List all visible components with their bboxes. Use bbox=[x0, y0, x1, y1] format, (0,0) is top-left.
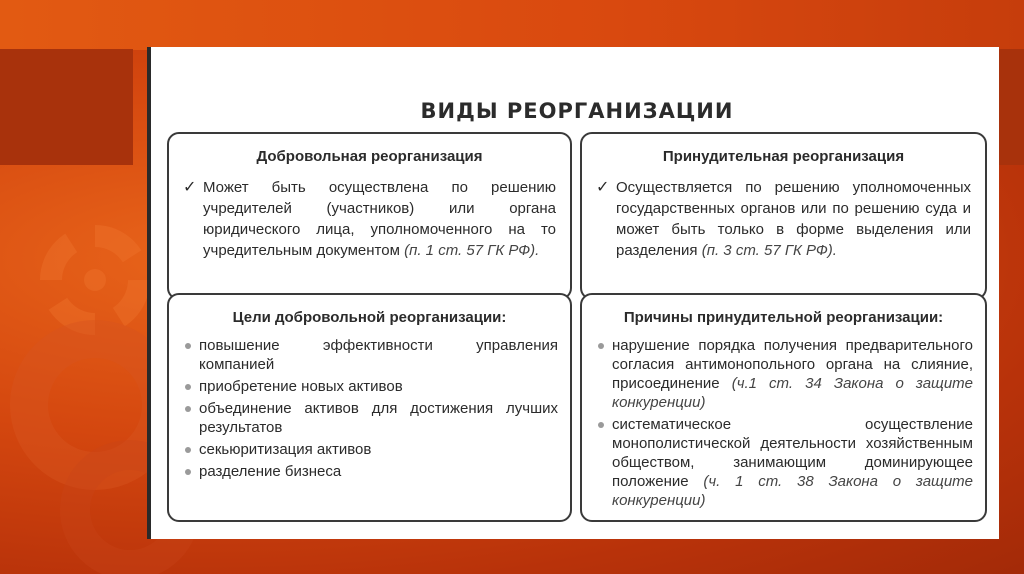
list-item bbox=[183, 336, 558, 374]
list-item-text: разделение бизнеса bbox=[199, 463, 342, 480]
forced-ref: (п. 3 ст. 57 ГК РФ). bbox=[701, 242, 837, 259]
slide-card bbox=[147, 47, 999, 539]
list-item bbox=[183, 462, 558, 481]
top-band bbox=[0, 0, 1024, 50]
list-item bbox=[596, 336, 973, 412]
forced-text bbox=[616, 177, 971, 261]
reason-ref: (ч. 1 ст. 38 Закона о защите конкуренции) bbox=[612, 473, 973, 509]
reason-text: систематическое осуществление монополистической деятельности хозяйственным обществом, занимающим доминирующее положение bbox=[612, 416, 973, 490]
reason-text: нарушение порядка получения предварительного согласия антимонопольного органа на слияние, присоединение bbox=[612, 337, 973, 392]
list-item-text: объединение активов для достижения лучших результатов bbox=[199, 400, 558, 436]
left-accent-block bbox=[0, 49, 133, 165]
bullet-icon bbox=[596, 336, 612, 412]
goals-list bbox=[183, 336, 558, 481]
bullet-icon bbox=[183, 399, 199, 437]
goals-box bbox=[167, 293, 572, 522]
list-item bbox=[183, 399, 558, 437]
voluntary-heading: Добровольная реорганизация bbox=[256, 148, 483, 165]
bullet-icon bbox=[183, 440, 199, 459]
reason-ref: (ч.1 ст. 34 Закона о защите конкуренции) bbox=[612, 375, 974, 411]
forced-box bbox=[580, 132, 987, 300]
voluntary-text bbox=[203, 177, 556, 261]
list-item-text: приобретение новых активов bbox=[199, 378, 403, 395]
reasons-box bbox=[580, 293, 987, 522]
bullet-icon bbox=[183, 336, 199, 374]
voluntary-box bbox=[167, 132, 572, 300]
voluntary-item bbox=[183, 177, 556, 261]
forced-heading: Принудительная реорганизация bbox=[662, 148, 905, 165]
gear-icon bbox=[40, 225, 150, 335]
reasons-list bbox=[596, 336, 973, 510]
list-item-text bbox=[612, 336, 973, 412]
voluntary-body: Может быть осуществлена по решению учредителей (участников) или органа юридического лица, уполномоченного на то учредительным документом bbox=[203, 179, 556, 259]
list-item bbox=[596, 415, 973, 510]
list-item-text bbox=[612, 415, 973, 510]
bullet-icon bbox=[183, 377, 199, 396]
list-item bbox=[183, 440, 558, 459]
reasons-heading: Причины принудительной реорганизации: bbox=[623, 309, 944, 326]
forced-item bbox=[596, 177, 971, 261]
check-icon: ✓ bbox=[183, 179, 197, 196]
forced-body: Осуществляется по решению уполномоченных государственных органов или по решению суда и может быть только в форме выделения или разделения bbox=[616, 179, 971, 259]
bullet-icon bbox=[183, 462, 199, 481]
list-item bbox=[183, 377, 558, 396]
page-title: ВИДЫ РЕОРГАНИЗАЦИИ bbox=[420, 99, 734, 123]
bullet-icon bbox=[596, 415, 612, 510]
list-item-text: повышение эффективности управления компанией bbox=[199, 337, 558, 373]
goals-heading: Цели добровольной реорганизации: bbox=[232, 309, 507, 326]
list-item-text: секьюритизация активов bbox=[199, 441, 372, 458]
voluntary-ref: (п. 1 ст. 57 ГК РФ). bbox=[404, 242, 540, 259]
check-icon: ✓ bbox=[596, 179, 610, 196]
